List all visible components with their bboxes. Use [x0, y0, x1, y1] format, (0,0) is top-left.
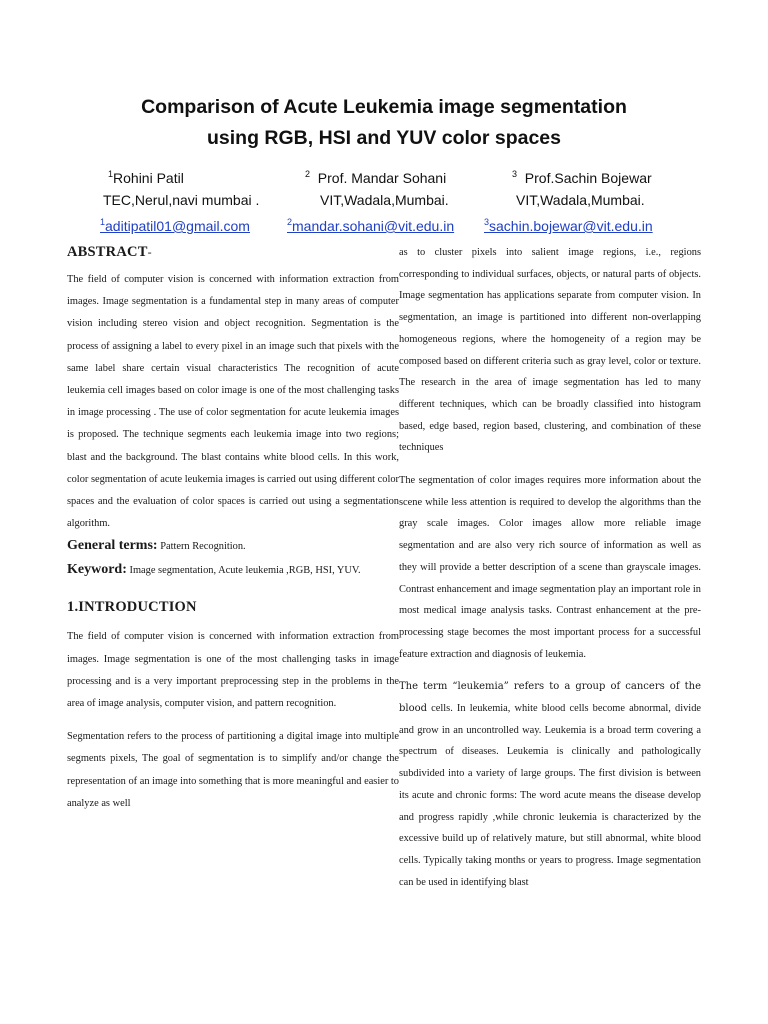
introduction-heading: 1.INTRODUCTION	[67, 599, 197, 616]
author-2-name: $^2$ Prof. Mandar Sohani	[305, 169, 447, 186]
author-3-email[interactable]: $^3$sachin.bojewar@vit.edu.in	[484, 217, 653, 234]
abstract-heading: ABSTRACT-	[67, 244, 152, 260]
author-1-name: $^1$Rohini Patil	[108, 169, 184, 186]
general-terms	[67, 535, 399, 558]
title-line-1: Comparison of Acute Leukemia image segmentation	[141, 96, 627, 118]
keywords-label: Keyword:	[67, 562, 127, 578]
right-paragraph-1: as to cluster pixels into salient image regions, i.e., regions corresponding to individual surfaces, objects, or natural parts of objects. Image segmentation has applications separate from computer vision. In segmentation, an image is partitioned into different non-overlapping homogeneous regions, where the homogeneity of a region may be composed based on different criteria such as gray level, color or texture. The research in the area of image segmentation has led to many different techniques, which can be broadly classified into histogram based, edge based, region based, clustering, and combination of these techniques	[399, 247, 701, 454]
general-terms-label: General terms:	[67, 538, 158, 554]
keywords-value: Image segmentation, Acute leukemia ,RGB, HSI, YUV.	[129, 565, 361, 577]
abstract-text: The field of computer vision is concerned with information extraction from images. Image segmentation is a fundamental step in many areas of computer vision including stereo vision and object recognition. Segmentation is the process of assigning a label to every pixel in an image such that pixels with the same label share certain visual characteristics The recognition of acute leukemia cell images based on color image is one of the most challenging tasks in image processing . The use of color segmentation for acute leukemia images is proposed. The technique segments each leukemia image into two regions; blast and the background. The blast contains white blood cells. In this work, color segmentation of acute leukemia images is carried out using different color spaces and the evaluation of color spaces is carried out using a segmentation algorithm.	[67, 274, 399, 530]
author-3-email-line	[484, 211, 653, 237]
author-2-email[interactable]: $^2$mandar.sohani@vit.edu.in	[287, 217, 455, 234]
author-2	[287, 163, 454, 237]
author-3-affiliation: VIT,Wadala,Mumbai.	[516, 192, 645, 208]
author-3	[484, 163, 653, 237]
leukemia-lead-sentence: The term “leukemia” refers to a group of cancers of the blood	[399, 681, 701, 715]
intro-paragraph-2: Segmentation refers to the process of partitioning a digital image into multiple segments pixels, The goal of segmentation is to simplify and/or change the representation of an image into something that is more meaningful and easier to analyze as well	[67, 731, 399, 809]
right-paragraph-2: The segmentation of color images requires more information about the scene while less attention is required to develop the algorithms than the gray scale images. Color images allow more reliable image segmentation and are also very rich source of information as well as they will provide a better description of a scene than grayscale images. Contrast enhancement and image segmentation play an important role in most medical image analysis tasks. Contrast enhancement at the pre-processing stage becomes the most important process for a successful feature extraction and diagnosis of leukemia.	[399, 475, 701, 660]
left-column	[67, 244, 399, 815]
author-2-affiliation: VIT,Wadala,Mumbai.	[320, 192, 449, 208]
right-paragraph-3	[399, 676, 701, 893]
author-1-affiliation: TEC,Nerul,navi mumbai .	[103, 192, 260, 208]
keywords	[67, 559, 399, 582]
paper-title	[60, 92, 708, 154]
author-1	[100, 163, 259, 237]
intro-paragraph-1: The field of computer vision is concerned with information extraction from images. Image segmentation is one of the most challenging tasks in image processing and is a very important preprocessing step in the problems in the area of image analysis, computer vision, and pattern recognition.	[67, 631, 399, 710]
author-3-name: $^3$ Prof.Sachin Bojewar	[512, 169, 652, 186]
author-2-email-line	[287, 211, 454, 237]
right-column	[399, 242, 701, 893]
general-terms-value: Pattern Recognition.	[160, 541, 246, 553]
leukemia-paragraph-rest: cells. In leukemia, white blood cells become abnormal, divide and grow in an uncontrolled way. Leukemia is a broad term covering a spectrum of diseases. Leukemia is clinically and pathologically subdivided into a variety of large groups. The first division is between its acute and chronic forms: The word acute means the disease develop and progress rapidly ,while chronic leukemia is characterized by the excessive build up of relatively mature, but still abnormal, white blood cells. Typically taking months or years to progress. Image segmentation can be used in identifying blast	[399, 703, 701, 888]
author-1-email-line	[100, 211, 259, 237]
author-1-email[interactable]: $^1$aditipatil01@gmail.com	[100, 217, 250, 234]
title-line-2: using RGB, HSI and YUV color spaces	[207, 127, 561, 149]
